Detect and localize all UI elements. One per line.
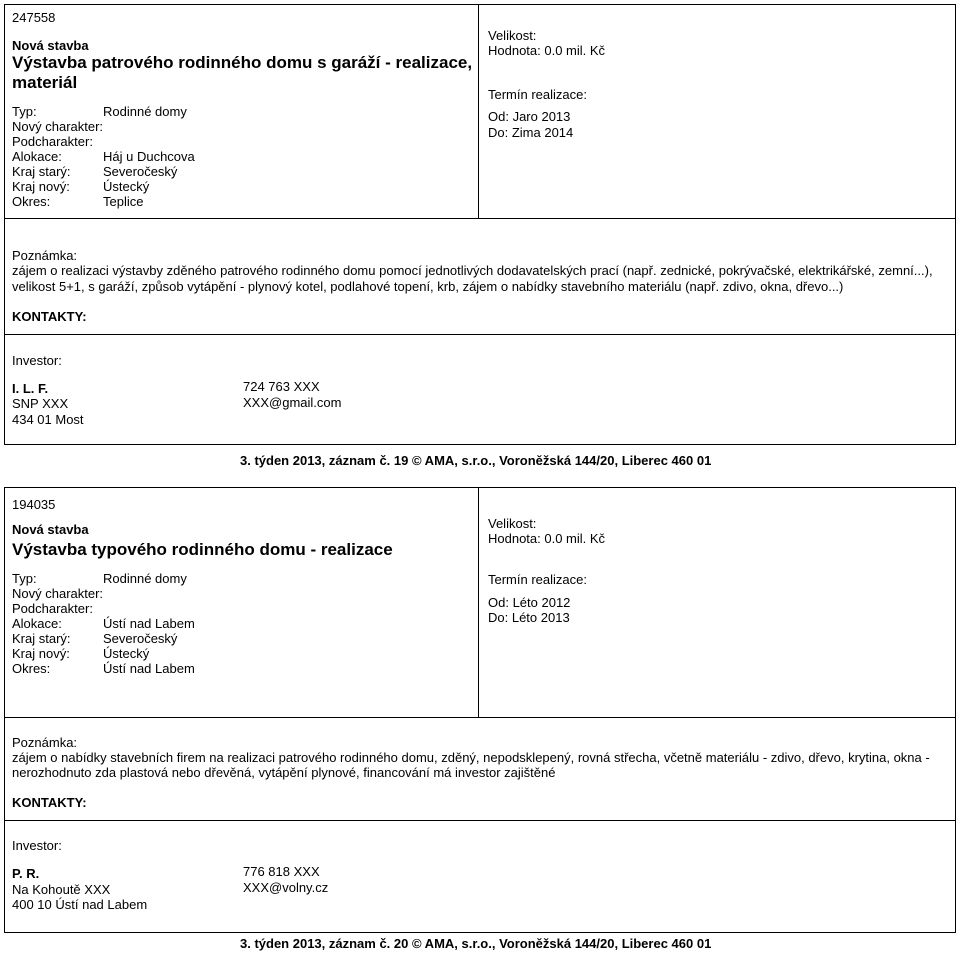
field-label: Typ: [12,571,37,586]
field-row-kraj-stary [12,164,195,179]
field-row-novy-charakter [12,119,195,134]
record-id: 247558 [12,10,56,25]
investor-phone: 724 763 XXX [243,379,320,394]
field-value: Háj u Duchcova [103,149,195,164]
investor-address-line: 434 01 Most [12,412,84,427]
record-footer: 3. týden 2013, záznam č. 20 © AMA, s.r.o., Voroněžská 144/20, Liberec 460 01 [240,936,712,951]
field-value: Ústecký [103,646,150,661]
record-title: Výstavba typového rodinného domu - realizace [12,540,393,559]
record-category: Nová stavba [12,38,89,53]
field-value: Rodinné domy [103,104,187,119]
note-line: nerozhodnuto zda plastová nebo dřevěná, vytápění plynové, financování má investor zajištěné [12,765,556,780]
term-label: Termín realizace: [488,87,587,102]
section-divider [4,218,956,219]
field-row-alokace [12,616,195,631]
term-from: Od: Jaro 2013 [488,109,571,124]
field-row-kraj-novy [12,179,195,194]
field-label: Kraj starý: [12,164,71,179]
investor-address-line: SNP XXX [12,396,69,411]
field-label: Okres: [12,194,51,209]
term-to: Do: Léto 2013 [488,610,570,625]
contacts-heading: KONTAKTY: [12,309,87,324]
field-row-podcharakter [12,601,195,616]
field-row-alokace [12,149,195,164]
field-row-podcharakter [12,134,195,149]
note-line: zájem o realizaci výstavby zděného patrového rodinného domu pomocí jednotlivých dodavatelských prací (např. zednické, pokrývačské, elektrikářské, zemní...), [12,263,933,278]
record-id: 194035 [12,497,56,512]
investor-email: XXX@gmail.com [243,395,342,410]
field-label: Kraj nový: [12,646,70,661]
field-label: Typ: [12,104,37,119]
column-divider [478,487,479,717]
field-label: Nový charakter: [12,119,104,134]
record-fields [12,571,195,676]
size-value: Hodnota: 0.0 mil. Kč [488,43,606,58]
field-label: Okres: [12,661,51,676]
investor-address-line: Na Kohoutě XXX [12,882,111,897]
field-row-typ [12,571,195,586]
field-label: Nový charakter: [12,586,104,601]
field-row-okres [12,661,195,676]
column-divider [478,4,479,218]
record-fields [12,104,195,209]
size-label: Velikost: [488,28,537,43]
investor-phone: 776 818 XXX [243,864,320,879]
field-row-kraj-novy [12,646,195,661]
size-value: Hodnota: 0.0 mil. Kč [488,531,606,546]
field-label: Kraj starý: [12,631,71,646]
investor-address-line: 400 10 Ústí nad Labem [12,897,148,912]
field-value: Ústí nad Labem [103,661,195,676]
field-row-kraj-stary [12,631,195,646]
record-footer: 3. týden 2013, záznam č. 19 © AMA, s.r.o., Voroněžská 144/20, Liberec 460 01 [240,453,712,468]
field-value: Severočeský [103,164,178,179]
note-label: Poznámka: [12,735,78,750]
note-line: velikost 5+1, s garáží, způsob vytápění - plynový kotel, podlahové topení, krb, zájem o nabídky stavebního materiálu (např. zdivo, okna, dřevo...) [12,279,844,294]
term-label: Termín realizace: [488,572,587,587]
field-row-typ [12,104,195,119]
field-value: Rodinné domy [103,571,187,586]
investor-label: Investor: [12,838,62,853]
field-value: Ústecký [103,179,150,194]
contacts-divider [4,820,956,821]
field-label: Podcharakter: [12,134,93,149]
investor-name: P. R. [12,866,40,881]
contacts-heading: KONTAKTY: [12,795,87,810]
investor-email: XXX@volny.cz [243,880,329,895]
field-label: Podcharakter: [12,601,93,616]
term-from: Od: Léto 2012 [488,595,571,610]
field-row-novy-charakter [12,586,195,601]
contacts-divider [4,334,956,335]
field-value: Ústí nad Labem [103,616,195,631]
record-title: Výstavba patrového rodinného domu s garáží - realizace, materiál [12,53,473,92]
section-divider [4,717,956,718]
field-label: Alokace: [12,616,62,631]
field-value: Teplice [103,194,144,209]
term-to: Do: Zima 2014 [488,125,574,140]
field-value: Severočeský [103,631,178,646]
note-line: zájem o nabídky stavebních firem na realizaci patrového rodinného domu, zděný, nepodsklepený, rovná střecha, včetně materiálu - zdivo, dřevo, krytina, okna - [12,750,930,765]
size-label: Velikost: [488,516,537,531]
field-label: Kraj nový: [12,179,70,194]
field-row-okres [12,194,195,209]
investor-label: Investor: [12,353,62,368]
field-label: Alokace: [12,149,62,164]
record-category: Nová stavba [12,522,89,537]
note-label: Poznámka: [12,248,78,263]
investor-name: I. L. F. [12,381,49,396]
